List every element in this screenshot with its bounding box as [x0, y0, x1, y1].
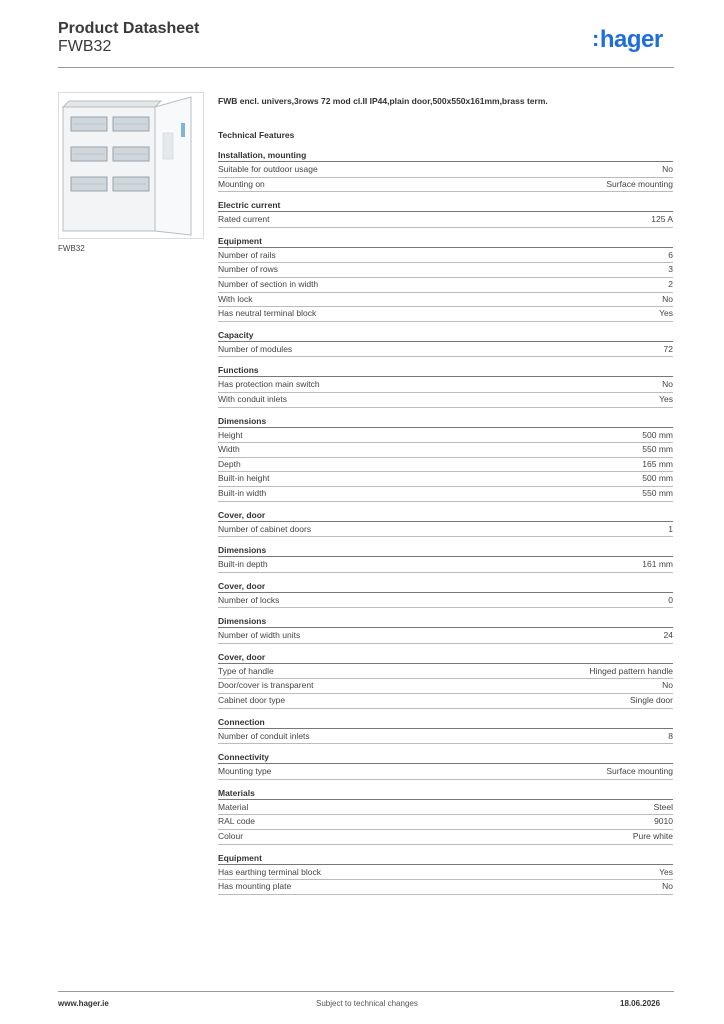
spec-row	[218, 249, 673, 264]
spec-section	[218, 510, 673, 538]
hager-logo: :hager	[592, 26, 663, 53]
spec-row	[218, 178, 673, 193]
header-divider	[58, 67, 674, 68]
technical-features-heading: Technical Features	[218, 130, 295, 140]
product-image	[58, 92, 204, 239]
spec-value: 6	[668, 249, 673, 260]
spec-label: Number of width units	[218, 630, 301, 641]
spec-value: 161 mm	[642, 559, 673, 570]
section-title: Connectivity	[218, 752, 673, 764]
spec-label: Built-in depth	[218, 559, 268, 570]
spec-row	[218, 487, 673, 502]
spec-label: Number of rails	[218, 249, 276, 260]
spec-row	[218, 429, 673, 444]
spec-section	[218, 752, 673, 780]
spec-value: 125 A	[651, 214, 673, 225]
spec-label: Material	[218, 801, 249, 812]
spec-label: Number of section in width	[218, 278, 319, 289]
footer-website[interactable]: www.hager.ie	[58, 999, 109, 1008]
spec-section	[218, 545, 673, 573]
spec-label: Mounting on	[218, 178, 265, 189]
section-title: Cover, door	[218, 652, 673, 664]
spec-row	[218, 866, 673, 881]
spec-section	[218, 788, 673, 845]
spec-row	[218, 163, 673, 178]
spec-section	[218, 150, 673, 192]
spec-row	[218, 801, 673, 816]
spec-value: No	[662, 293, 673, 304]
spec-value: Hinged pattern handle	[589, 665, 673, 676]
section-title: Materials	[218, 788, 673, 800]
spec-label: Number of modules	[218, 343, 293, 354]
section-title: Cover, door	[218, 581, 673, 593]
spec-value: Surface mounting	[606, 178, 673, 189]
spec-value: 500 mm	[642, 429, 673, 440]
spec-label: Built-in width	[218, 487, 267, 498]
spec-value: 500 mm	[642, 473, 673, 484]
spec-value: Yes	[659, 393, 673, 404]
spec-row	[218, 472, 673, 487]
spec-label: Number of rows	[218, 264, 278, 275]
section-title: Dimensions	[218, 416, 673, 428]
spec-label: With lock	[218, 293, 253, 304]
spec-row	[218, 307, 673, 322]
product-description: FWB encl. univers,3rows 72 mod cl.II IP44,plain door,500x550x161mm,brass term.	[218, 96, 548, 106]
section-title: Equipment	[218, 853, 673, 865]
spec-value: 3	[668, 264, 673, 275]
spec-label: Rated current	[218, 214, 270, 225]
spec-value: 1	[668, 523, 673, 534]
spec-label: With conduit inlets	[218, 393, 287, 404]
spec-row	[218, 293, 673, 308]
spec-label: Height	[218, 429, 243, 440]
spec-label: Suitable for outdoor usage	[218, 164, 318, 174]
spec-row	[218, 730, 673, 745]
section-title: Dimensions	[218, 545, 673, 557]
enclosure-illustration	[59, 93, 203, 238]
spec-label: Colour	[218, 831, 244, 842]
spec-value: Surface mounting	[606, 766, 673, 777]
spec-label: Depth	[218, 458, 241, 469]
spec-section	[218, 330, 673, 358]
spec-section	[218, 236, 673, 322]
spec-label: Cabinet door type	[218, 695, 286, 706]
spec-label: Number of conduit inlets	[218, 730, 310, 741]
spec-row	[218, 278, 673, 293]
spec-section	[218, 365, 673, 407]
spec-label: Has protection main switch	[218, 379, 320, 390]
spec-value: 8	[668, 730, 673, 741]
spec-label: Width	[218, 444, 240, 455]
spec-row	[218, 458, 673, 473]
spec-section	[218, 581, 673, 609]
spec-value: 0	[668, 594, 673, 605]
spec-row	[218, 558, 673, 573]
spec-row	[218, 880, 673, 895]
spec-label: RAL code	[218, 816, 256, 827]
spec-value: Yes	[659, 866, 673, 877]
spec-label: Door/cover is transparent	[218, 680, 314, 691]
section-title: Functions	[218, 365, 673, 377]
spec-label: Has mounting plate	[218, 881, 292, 892]
section-title: Dimensions	[218, 616, 673, 628]
spec-label: Number of locks	[218, 594, 280, 605]
spec-value: 165 mm	[642, 458, 673, 469]
spec-row	[218, 679, 673, 694]
spec-row	[218, 213, 673, 228]
spec-row	[218, 443, 673, 458]
spec-row	[218, 694, 673, 709]
spec-value: No	[662, 164, 673, 174]
section-title: Cover, door	[218, 510, 673, 522]
spec-row	[218, 815, 673, 830]
spec-section	[218, 652, 673, 709]
spec-value: 550 mm	[642, 444, 673, 455]
spec-label: Has earthing terminal block	[218, 866, 321, 877]
spec-section	[218, 200, 673, 228]
section-title: Equipment	[218, 236, 673, 248]
spec-label: Type of handle	[218, 665, 274, 676]
spec-value: Pure white	[632, 831, 673, 842]
spec-label: Built-in height	[218, 473, 270, 484]
spec-row	[218, 594, 673, 609]
spec-row	[218, 665, 673, 680]
spec-label: Number of cabinet doors	[218, 523, 312, 534]
footer-date: 18.06.2026	[620, 999, 661, 1008]
section-title: Electric current	[218, 200, 673, 212]
spec-value: No	[662, 680, 673, 691]
spec-label: Has neutral terminal block	[218, 308, 317, 319]
spec-value: 24	[663, 630, 673, 641]
footer-notice: Subject to technical changes	[316, 999, 418, 1008]
spec-value: No	[662, 881, 673, 892]
spec-value: 550 mm	[642, 487, 673, 498]
spec-table	[218, 150, 673, 903]
footer-divider	[58, 991, 674, 992]
spec-row	[218, 263, 673, 278]
spec-value: Yes	[659, 308, 673, 319]
spec-value: 9010	[654, 816, 673, 827]
product-code: FWB32	[58, 38, 112, 55]
spec-value: Steel	[653, 801, 673, 812]
spec-row	[218, 378, 673, 393]
spec-value: No	[662, 379, 673, 390]
image-caption: FWB32	[58, 244, 85, 253]
spec-row	[218, 343, 673, 358]
spec-row	[218, 830, 673, 845]
spec-value: 72	[663, 343, 673, 354]
section-title: Installation, mounting	[218, 150, 673, 162]
spec-row	[218, 765, 673, 780]
spec-row	[218, 393, 673, 408]
spec-value: Single door	[629, 695, 673, 706]
logo-text: hager	[599, 26, 663, 53]
spec-label: Mounting type	[218, 766, 272, 777]
spec-section	[218, 717, 673, 745]
spec-value: 2	[668, 278, 673, 289]
spec-section	[218, 416, 673, 502]
spec-section	[218, 853, 673, 895]
section-title: Connection	[218, 717, 673, 729]
spec-row	[218, 523, 673, 538]
section-title: Capacity	[218, 330, 673, 342]
page-title: Product Datasheet	[58, 20, 200, 37]
spec-section	[218, 616, 673, 644]
spec-row	[218, 629, 673, 644]
